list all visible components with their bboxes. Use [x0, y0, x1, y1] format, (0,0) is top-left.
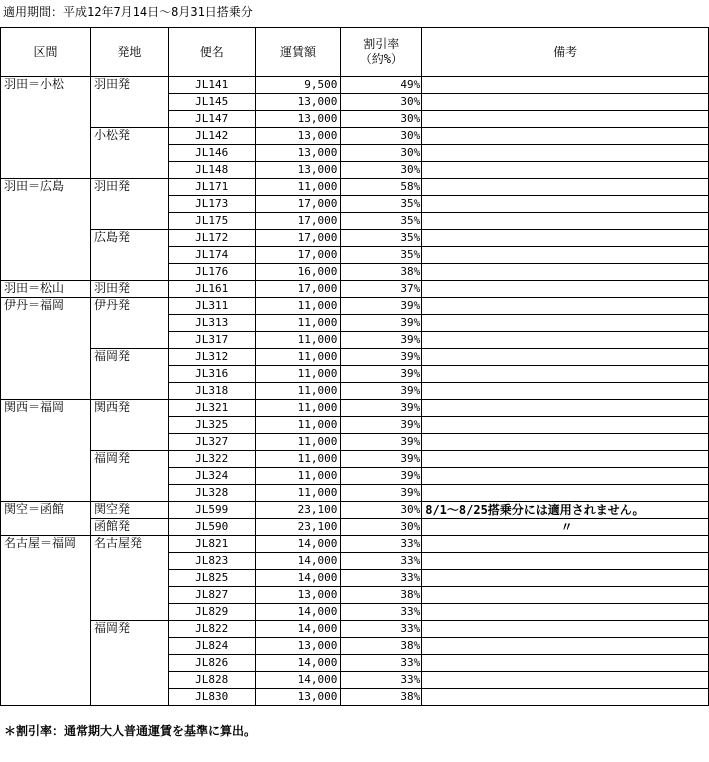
header-origin: 発地: [90, 28, 168, 77]
note-cell: 〃: [422, 519, 709, 536]
note-cell: [422, 349, 709, 366]
fare-cell: 23,100: [255, 502, 341, 519]
fare-cell: 17,000: [255, 247, 341, 264]
origin-cell: 広島発: [90, 230, 168, 281]
table-row: [1, 621, 709, 638]
flight-cell: JL828: [168, 672, 255, 689]
flight-cell: JL590: [168, 519, 255, 536]
fare-cell: 23,100: [255, 519, 341, 536]
rate-cell: 49%: [341, 77, 422, 94]
fare-cell: 13,000: [255, 638, 341, 655]
rate-cell: 39%: [341, 417, 422, 434]
rate-cell: 39%: [341, 315, 422, 332]
rate-cell: 39%: [341, 400, 422, 417]
note-cell: [422, 145, 709, 162]
rate-cell: 38%: [341, 264, 422, 281]
flight-cell: JL325: [168, 417, 255, 434]
note-cell: [422, 672, 709, 689]
note-cell: [422, 179, 709, 196]
rate-cell: 35%: [341, 196, 422, 213]
fare-cell: 14,000: [255, 604, 341, 621]
header-notes: 備考: [422, 28, 709, 77]
rate-cell: 39%: [341, 383, 422, 400]
rate-cell: 39%: [341, 349, 422, 366]
route-cell: 羽田＝小松: [1, 77, 91, 179]
flight-cell: JL174: [168, 247, 255, 264]
note-cell: [422, 111, 709, 128]
header-rate-line1: 割引率: [363, 37, 400, 51]
origin-cell: 福岡発: [90, 621, 168, 706]
table-row: [1, 179, 709, 196]
rate-cell: 33%: [341, 536, 422, 553]
note-cell: [422, 570, 709, 587]
note-cell: [422, 451, 709, 468]
origin-cell: 羽田発: [90, 179, 168, 230]
fare-cell: 14,000: [255, 672, 341, 689]
fare-cell: 16,000: [255, 264, 341, 281]
flight-cell: JL830: [168, 689, 255, 706]
rate-cell: 39%: [341, 468, 422, 485]
note-cell: [422, 77, 709, 94]
rate-cell: 33%: [341, 604, 422, 621]
note-cell: [422, 536, 709, 553]
fare-cell: 13,000: [255, 111, 341, 128]
route-cell: 関西＝福岡: [1, 400, 91, 502]
header-route: 区間: [1, 28, 91, 77]
fare-cell: 17,000: [255, 281, 341, 298]
table-row: [1, 451, 709, 468]
flight-cell: JL316: [168, 366, 255, 383]
note-cell: [422, 553, 709, 570]
rate-cell: 30%: [341, 111, 422, 128]
origin-cell: 関空発: [90, 502, 168, 519]
flight-cell: JL824: [168, 638, 255, 655]
flight-cell: JL173: [168, 196, 255, 213]
fare-cell: 13,000: [255, 162, 341, 179]
flight-cell: JL317: [168, 332, 255, 349]
route-cell: 名古屋＝福岡: [1, 536, 91, 706]
rate-cell: 35%: [341, 213, 422, 230]
rate-cell: 30%: [341, 145, 422, 162]
note-cell: [422, 587, 709, 604]
flight-cell: JL328: [168, 485, 255, 502]
rate-cell: 37%: [341, 281, 422, 298]
note-cell: [422, 485, 709, 502]
fare-table: [0, 27, 709, 706]
rate-cell: 38%: [341, 587, 422, 604]
footnote: ＊割引率：通常期大人普通運賃を基準に算出。: [4, 724, 257, 738]
note-cell: [422, 417, 709, 434]
rate-cell: 30%: [341, 519, 422, 536]
note-cell: [422, 468, 709, 485]
rate-cell: 39%: [341, 298, 422, 315]
fare-cell: 13,000: [255, 587, 341, 604]
rate-cell: 33%: [341, 553, 422, 570]
origin-cell: 函館発: [90, 519, 168, 536]
flight-cell: JL321: [168, 400, 255, 417]
rate-cell: 30%: [341, 94, 422, 111]
fare-cell: 17,000: [255, 230, 341, 247]
origin-cell: 名古屋発: [90, 536, 168, 621]
route-cell: 羽田＝広島: [1, 179, 91, 281]
flight-cell: JL318: [168, 383, 255, 400]
fare-cell: 17,000: [255, 196, 341, 213]
fare-cell: 13,000: [255, 689, 341, 706]
route-cell: 羽田＝松山: [1, 281, 91, 298]
fare-cell: 14,000: [255, 655, 341, 672]
note-cell: [422, 332, 709, 349]
fare-cell: 11,000: [255, 298, 341, 315]
fare-cell: 11,000: [255, 417, 341, 434]
note-cell: [422, 230, 709, 247]
note-cell: [422, 638, 709, 655]
rate-cell: 35%: [341, 247, 422, 264]
flight-cell: JL313: [168, 315, 255, 332]
origin-cell: 福岡発: [90, 349, 168, 400]
flight-cell: JL822: [168, 621, 255, 638]
note-cell: [422, 315, 709, 332]
rate-cell: 39%: [341, 434, 422, 451]
table-row: [1, 519, 709, 536]
flight-cell: JL312: [168, 349, 255, 366]
origin-cell: 関西発: [90, 400, 168, 451]
origin-cell: 伊丹発: [90, 298, 168, 349]
table-row: [1, 298, 709, 315]
origin-cell: 福岡発: [90, 451, 168, 502]
note-cell: [422, 366, 709, 383]
fare-cell: 11,000: [255, 179, 341, 196]
fare-cell: 11,000: [255, 468, 341, 485]
header-fare: 運賃額: [255, 28, 341, 77]
rate-cell: 30%: [341, 162, 422, 179]
flight-cell: JL821: [168, 536, 255, 553]
note-cell: [422, 689, 709, 706]
fare-cell: 13,000: [255, 94, 341, 111]
route-cell: 伊丹＝福岡: [1, 298, 91, 400]
flight-cell: JL161: [168, 281, 255, 298]
flight-cell: JL311: [168, 298, 255, 315]
flight-cell: JL172: [168, 230, 255, 247]
fare-cell: 11,000: [255, 400, 341, 417]
route-cell: 関空＝函館: [1, 502, 91, 536]
rate-cell: 39%: [341, 332, 422, 349]
fare-cell: 11,000: [255, 315, 341, 332]
table-row: [1, 128, 709, 145]
note-cell: [422, 621, 709, 638]
flight-cell: JL827: [168, 587, 255, 604]
note-cell: [422, 196, 709, 213]
period-text: 適用期間：平成12年7月14日～8月31日搭乗分: [3, 5, 253, 19]
fare-cell: 11,000: [255, 349, 341, 366]
rate-cell: 39%: [341, 451, 422, 468]
rate-cell: 33%: [341, 570, 422, 587]
note-cell: 8/1～8/25搭乗分には適用されません。: [422, 502, 709, 519]
table-row: [1, 349, 709, 366]
fare-cell: 14,000: [255, 570, 341, 587]
flight-cell: JL171: [168, 179, 255, 196]
flight-cell: JL823: [168, 553, 255, 570]
note-cell: [422, 94, 709, 111]
fare-cell: 13,000: [255, 145, 341, 162]
flight-cell: JL145: [168, 94, 255, 111]
flight-cell: JL327: [168, 434, 255, 451]
flight-cell: JL142: [168, 128, 255, 145]
table-row: [1, 77, 709, 94]
table-row: [1, 400, 709, 417]
fare-cell: 11,000: [255, 332, 341, 349]
table-row: [1, 230, 709, 247]
flight-cell: JL146: [168, 145, 255, 162]
header-rate-line2: （約%）: [359, 52, 403, 66]
origin-cell: 羽田発: [90, 281, 168, 298]
fare-cell: 11,000: [255, 383, 341, 400]
note-cell: [422, 655, 709, 672]
fare-cell: 14,000: [255, 536, 341, 553]
rate-cell: 30%: [341, 502, 422, 519]
flight-cell: JL148: [168, 162, 255, 179]
flight-cell: JL176: [168, 264, 255, 281]
fare-cell: 13,000: [255, 128, 341, 145]
fare-cell: 17,000: [255, 213, 341, 230]
note-cell: [422, 281, 709, 298]
header-flight: 便名: [168, 28, 255, 77]
note-cell: [422, 128, 709, 145]
rate-cell: 39%: [341, 366, 422, 383]
table-row: [1, 502, 709, 519]
rate-cell: 39%: [341, 485, 422, 502]
rate-cell: 38%: [341, 689, 422, 706]
flight-cell: JL175: [168, 213, 255, 230]
fare-cell: 9,500: [255, 77, 341, 94]
fare-cell: 11,000: [255, 451, 341, 468]
fare-cell: 11,000: [255, 485, 341, 502]
header-rate: [341, 28, 422, 77]
note-cell: [422, 247, 709, 264]
flight-cell: JL322: [168, 451, 255, 468]
rate-cell: 33%: [341, 655, 422, 672]
note-cell: [422, 434, 709, 451]
rate-cell: 35%: [341, 230, 422, 247]
flight-cell: JL826: [168, 655, 255, 672]
rate-cell: 58%: [341, 179, 422, 196]
note-cell: [422, 213, 709, 230]
rate-cell: 38%: [341, 638, 422, 655]
fare-cell: 11,000: [255, 366, 341, 383]
rate-cell: 33%: [341, 672, 422, 689]
fare-cell: 14,000: [255, 621, 341, 638]
rate-cell: 33%: [341, 621, 422, 638]
origin-cell: 羽田発: [90, 77, 168, 128]
fare-cell: 11,000: [255, 434, 341, 451]
flight-cell: JL599: [168, 502, 255, 519]
flight-cell: JL825: [168, 570, 255, 587]
rate-cell: 30%: [341, 128, 422, 145]
header-row: [1, 28, 709, 77]
table-row: [1, 281, 709, 298]
flight-cell: JL141: [168, 77, 255, 94]
origin-cell: 小松発: [90, 128, 168, 179]
note-cell: [422, 383, 709, 400]
table-row: [1, 536, 709, 553]
flight-cell: JL324: [168, 468, 255, 485]
note-cell: [422, 604, 709, 621]
fare-cell: 14,000: [255, 553, 341, 570]
note-cell: [422, 298, 709, 315]
note-cell: [422, 400, 709, 417]
note-cell: [422, 264, 709, 281]
flight-cell: JL147: [168, 111, 255, 128]
flight-cell: JL829: [168, 604, 255, 621]
note-cell: [422, 162, 709, 179]
